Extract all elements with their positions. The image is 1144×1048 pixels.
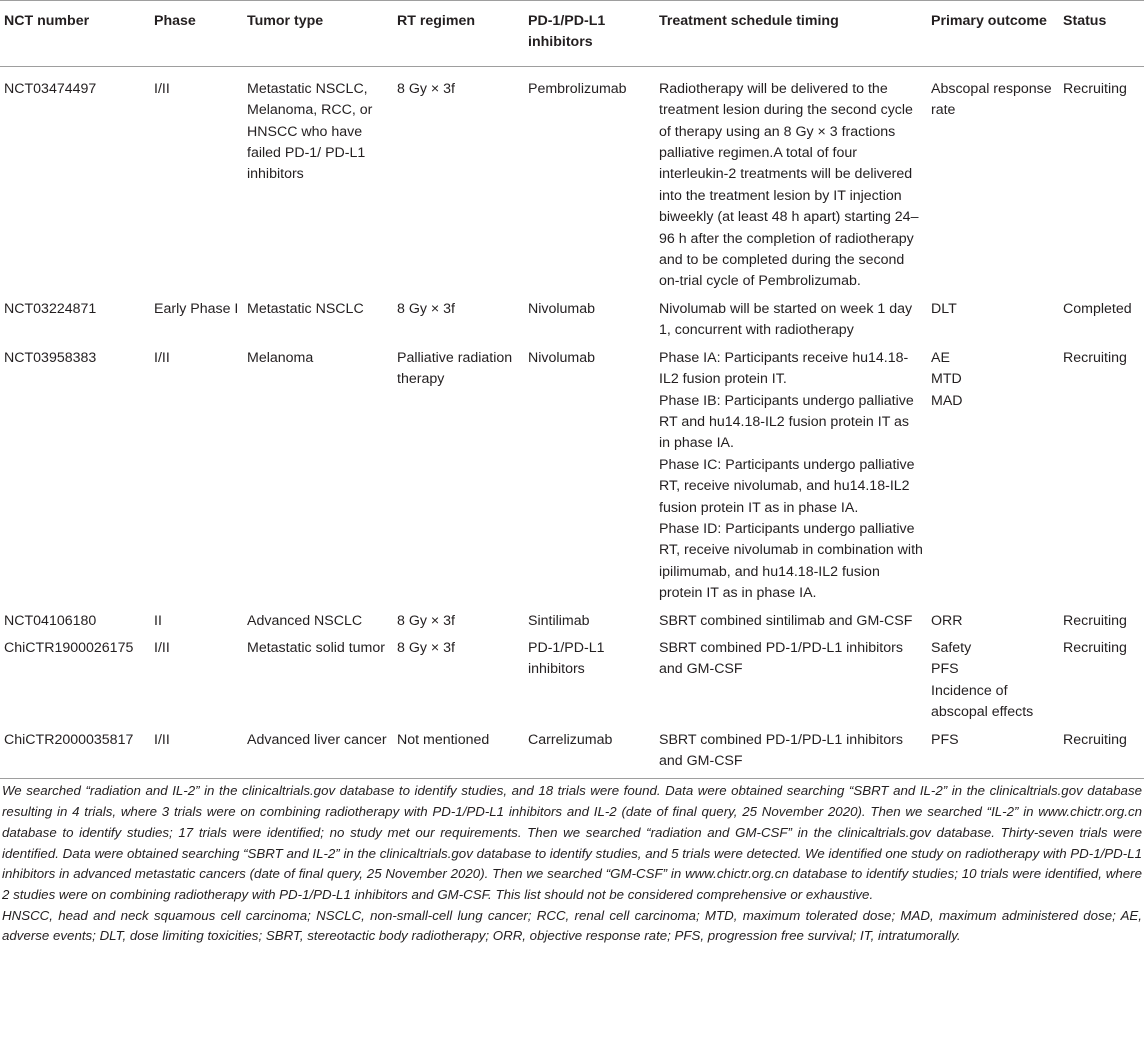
- cell-phase: Early Phase I: [154, 300, 239, 317]
- schedule-line: SBRT combined PD-1/PD-L1 inhibitors and GM-CSF: [659, 639, 903, 678]
- cell-primary-outcome: [927, 344, 1059, 607]
- table-row: [0, 607, 1144, 634]
- table-row: [0, 726, 1144, 779]
- cell-treatment-schedule: [655, 607, 927, 634]
- table-row: [0, 295, 1144, 344]
- cell-tumor-type: Metastatic NSCLC, Melanoma, RCC, or HNSCC who have failed PD-1/ PD-L1 inhibitors: [247, 80, 373, 183]
- cell-tumor-type: Metastatic NSCLC: [247, 300, 364, 317]
- abbreviations-note: HNSCC, head and neck squamous cell carcinoma; NSCLC, non-small-cell lung cancer; RCC, renal cell carcinoma; MTD, maximum tolerated dose; MAD, maximum administered dose; AE, adverse events; DLT, dose limiting toxicities; SBRT, stereotactic body radiotherapy; ORR, objective response rate; PFS, progression free survival; IT, intratumorally.: [2, 907, 1142, 944]
- cell-phase: I/II: [154, 639, 170, 656]
- cell-rt-regimen: 8 Gy × 3f: [397, 80, 455, 97]
- cell-tumor-type: Advanced liver cancer: [243, 726, 393, 779]
- cell-nct-number: ChiCTR1900026175: [4, 639, 134, 656]
- cell-pd1-inhibitor: Nivolumab: [528, 349, 596, 366]
- schedule-line: Phase IA: Participants receive hu14.18-IL2 fusion protein IT.: [659, 349, 909, 388]
- cell-nct-number: NCT03958383: [4, 349, 97, 366]
- cell-treatment-schedule: [655, 634, 927, 726]
- cell-treatment-schedule: [655, 66, 927, 295]
- cell-status: Completed: [1063, 300, 1132, 317]
- cell-phase: I/II: [154, 80, 170, 97]
- cell-phase: I/II: [154, 349, 170, 366]
- table-row: [0, 634, 1144, 726]
- outcome-line: AE: [931, 349, 950, 366]
- header-tumor-type: Tumor type: [243, 1, 393, 67]
- cell-primary-outcome: [927, 66, 1059, 295]
- cell-primary-outcome: [927, 634, 1059, 726]
- cell-pd1-inhibitor: Pembrolizumab: [528, 80, 627, 97]
- cell-nct-number: NCT04106180: [4, 612, 97, 629]
- header-nct-number: NCT number: [0, 1, 150, 67]
- header-primary-outcome: Primary outcome: [927, 1, 1059, 67]
- cell-nct-number: NCT03474497: [4, 80, 97, 97]
- outcome-line: MTD: [931, 371, 962, 388]
- schedule-line: Phase IC: Participants undergo palliative RT, receive nivolumab, and hu14.18-IL2 fusion protein IT as in phase IA.: [659, 456, 915, 516]
- cell-pd1-inhibitor: Nivolumab: [528, 300, 596, 317]
- outcome-line: ORR: [931, 612, 963, 629]
- cell-phase: I/II: [150, 726, 243, 779]
- cell-pd1-inhibitor: Carrelizumab: [524, 726, 655, 779]
- cell-status: Recruiting: [1063, 612, 1127, 629]
- cell-primary-outcome: [927, 726, 1059, 779]
- cell-nct-number: ChiCTR2000035817: [0, 726, 150, 779]
- outcome-line: Incidence of abscopal effects: [931, 682, 1034, 721]
- header-treatment-schedule: Treatment schedule timing: [655, 1, 927, 67]
- cell-status: Recruiting: [1063, 80, 1127, 97]
- cell-primary-outcome: [927, 607, 1059, 634]
- cell-status: Recruiting: [1063, 639, 1127, 656]
- cell-pd1-inhibitor: PD-1/PD-L1 inhibitors: [528, 639, 605, 678]
- outcome-line: Abscopal response rate: [931, 80, 1052, 119]
- cell-rt-regimen: Palliative radiation therapy: [397, 349, 513, 388]
- cell-pd1-inhibitor: Sintilimab: [528, 612, 590, 629]
- header-pd1-inhibitors: PD-1/PD-L1 inhibitors: [524, 1, 655, 67]
- outcome-line: PFS: [931, 731, 959, 748]
- schedule-line: SBRT combined PD-1/PD-L1 inhibitors and GM-CSF: [659, 731, 903, 769]
- cell-tumor-type: Melanoma: [247, 349, 314, 366]
- cell-nct-number: NCT03224871: [4, 300, 97, 317]
- cell-tumor-type: Metastatic solid tumor: [247, 639, 385, 656]
- outcome-line: DLT: [931, 300, 957, 317]
- outcome-line: Safety: [931, 639, 972, 656]
- header-rt-regimen: RT regimen: [393, 1, 524, 67]
- search-methodology-note: We searched “radiation and IL-2” in the clinicaltrials.gov database to identify studies, and 18 trials were found. Data were obtained searching “SBRT and IL-2” in the clinicaltrials.gov database resulting in 4 trials, where 3 trials were on combining radiotherapy with PD-1/PD-L1 inhibitors and IL-2 (date of final query, 25 November 2020). Then we searched “IL-2” in www.chictr.org.cn database to identify studies; 17 trials were identified; no study met our requirements. Then we searched “radiation and GM-CSF” in the clinicaltrials.gov database. Thirty-seven trials were identified. Data were obtained searching “SBRT and IL-2” in the clinicaltrials.gov database to identify studies, and 5 trials were detected. We identified one study on radiotherapy with PD-1/PD-L1 inhibitors in advanced metastatic cancers (date of final query, 25 November 2020). Then we searched “GM-CSF” in www.chictr.org.cn database to identify studies; 10 trials were identified, where 2 studies were on combining radiotherapy with PD-1/PD-L1 inhibitors and GM-CSF. This list should not be considered comprehensive or exhaustive.: [2, 783, 1142, 902]
- cell-rt-regimen: Not mentioned: [393, 726, 524, 779]
- outcome-line: MAD: [931, 392, 963, 409]
- table-row: [0, 66, 1144, 295]
- schedule-line: Phase IB: Participants undergo palliative RT and hu14.18-IL2 fusion protein IT as in phase IA.: [659, 392, 914, 452]
- cell-treatment-schedule: [655, 295, 927, 344]
- outcome-line: PFS: [931, 661, 959, 678]
- schedule-line: SBRT combined sintilimab and GM-CSF: [659, 612, 913, 629]
- header-row: [0, 1, 1144, 67]
- cell-tumor-type: Advanced NSCLC: [247, 612, 363, 629]
- table-row: [0, 344, 1144, 607]
- cell-rt-regimen: 8 Gy × 3f: [397, 300, 455, 317]
- cell-phase: II: [154, 612, 162, 629]
- cell-treatment-schedule: [655, 344, 927, 607]
- header-phase: Phase: [150, 1, 243, 67]
- cell-rt-regimen: 8 Gy × 3f: [397, 639, 455, 656]
- header-status: Status: [1059, 1, 1144, 67]
- schedule-line: Phase ID: Participants undergo palliative RT, receive nivolumab in combination with ipilimumab, and hu14.18-IL2 fusion protein IT as in phase IA.: [659, 520, 923, 602]
- table-footnotes: [0, 779, 1144, 947]
- cell-treatment-schedule: [655, 726, 927, 779]
- cell-status: Recruiting: [1059, 726, 1144, 779]
- cell-rt-regimen: 8 Gy × 3f: [397, 612, 455, 629]
- cell-status: Recruiting: [1063, 349, 1127, 366]
- schedule-line: Radiotherapy will be delivered to the treatment lesion during the second cycle of therapy using an 8 Gy × 3 fractions palliative regimen.A total of four interleukin-2 treatments will be delivered into the treatment lesion by IT injection biweekly (at least 48 h apart) starting 24–96 h after the completion of radiotherapy and to be completed during the second on-trial cycle of Pembrolizumab.: [659, 80, 919, 290]
- schedule-line: Nivolumab will be started on week 1 day 1, concurrent with radiotherapy: [659, 300, 913, 339]
- cell-primary-outcome: [927, 295, 1059, 344]
